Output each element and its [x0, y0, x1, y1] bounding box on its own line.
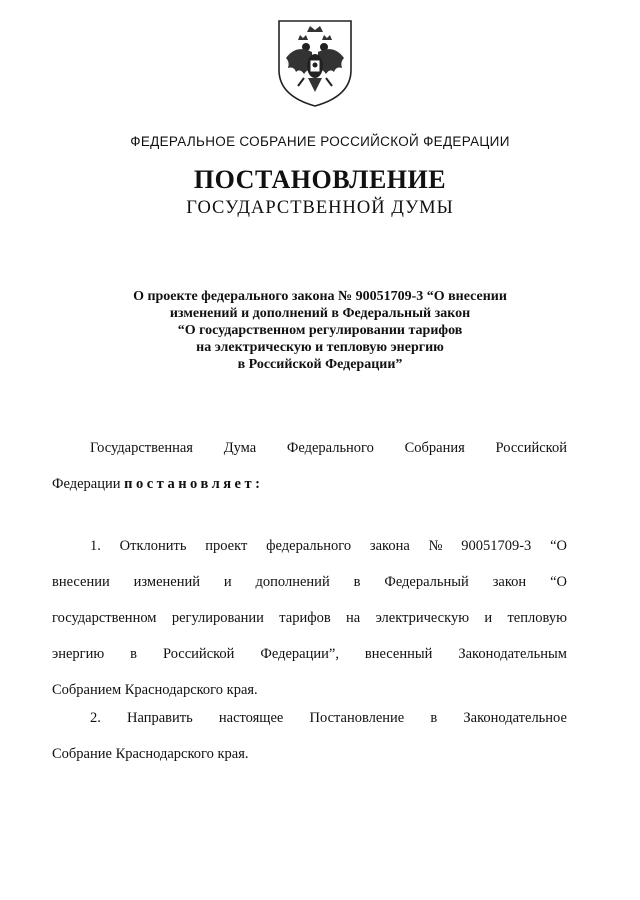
word: 2.: [90, 710, 101, 726]
word: тепловую: [507, 610, 567, 626]
resolution-item-2: [52, 700, 567, 772]
word: Собрания: [404, 440, 465, 456]
word: Отклонить: [119, 538, 187, 554]
word: “О: [550, 538, 567, 554]
word: в: [353, 574, 361, 590]
item-line: [52, 636, 567, 672]
item-line: [52, 736, 567, 772]
word: Федеральный: [384, 574, 469, 590]
word: Дума: [223, 440, 257, 456]
word: Постановление: [309, 710, 405, 726]
item-line: [52, 564, 567, 600]
word: 1.: [90, 538, 101, 554]
word: Законодательным: [458, 646, 567, 662]
resolution-item-1: [52, 528, 567, 708]
word: “О: [550, 574, 567, 590]
word: внесенный: [364, 646, 433, 662]
word: Федерального: [286, 440, 374, 456]
document-type: ПОСТАНОВЛЕНИЕ: [193, 165, 447, 194]
word: и: [223, 574, 232, 590]
word: проект: [205, 538, 248, 554]
word: настоящее: [218, 710, 284, 726]
subject-line: на электрическую и тепловую энергию: [196, 340, 444, 355]
word: Российской: [495, 440, 567, 456]
word: дополнений: [255, 574, 330, 590]
word: на: [346, 610, 361, 626]
resolves-word: постановляет:: [124, 476, 264, 492]
russian-coat-of-arms-icon: [276, 18, 354, 108]
word: Государственная: [90, 440, 193, 456]
organization-title: ФЕДЕРАЛЬНОЕ СОБРАНИЕ РОССИЙСКОЙ ФЕДЕРАЦИИ: [130, 134, 510, 149]
word: изменений: [133, 574, 200, 590]
word: Федерации: [52, 476, 121, 492]
word: федерального: [266, 538, 352, 554]
word: Собрание Краснодарского края.: [52, 746, 249, 762]
word: закон: [492, 574, 527, 590]
word: Собранием Краснодарского края.: [52, 682, 258, 698]
word: энергию: [52, 646, 105, 662]
preamble: [52, 430, 567, 502]
word: государственном: [52, 610, 157, 626]
word: в: [430, 710, 438, 726]
preamble-line-2: [52, 466, 567, 502]
document-subject: [80, 288, 560, 373]
item-line: [52, 528, 567, 564]
word: в: [130, 646, 138, 662]
subject-line: изменений и дополнений в Федеральный закон: [169, 306, 471, 321]
word: 90051709-3: [461, 538, 532, 554]
word: Законодательное: [463, 710, 567, 726]
word: №: [428, 538, 443, 554]
document-issuer: ГОСУДАРСТВЕННОЙ ДУМЫ: [186, 198, 454, 218]
word: Федерации”,: [260, 646, 339, 662]
word: Российской: [162, 646, 235, 662]
subject-line: в Российской Федерации”: [237, 357, 403, 372]
word: тарифов: [279, 610, 331, 626]
word: Направить: [127, 710, 193, 726]
item-line: [52, 600, 567, 636]
word: регулировании: [171, 610, 264, 626]
word: внесении: [52, 574, 110, 590]
word: закона: [369, 538, 410, 554]
subject-line: О проекте федерального закона № 90051709-3 “О внесении: [133, 289, 507, 304]
subject-line: “О государственном регулировании тарифов: [177, 323, 463, 338]
item-line: [52, 700, 567, 736]
preamble-line-1: [52, 430, 567, 466]
word: электрическую: [375, 610, 470, 626]
word: и: [484, 610, 493, 626]
